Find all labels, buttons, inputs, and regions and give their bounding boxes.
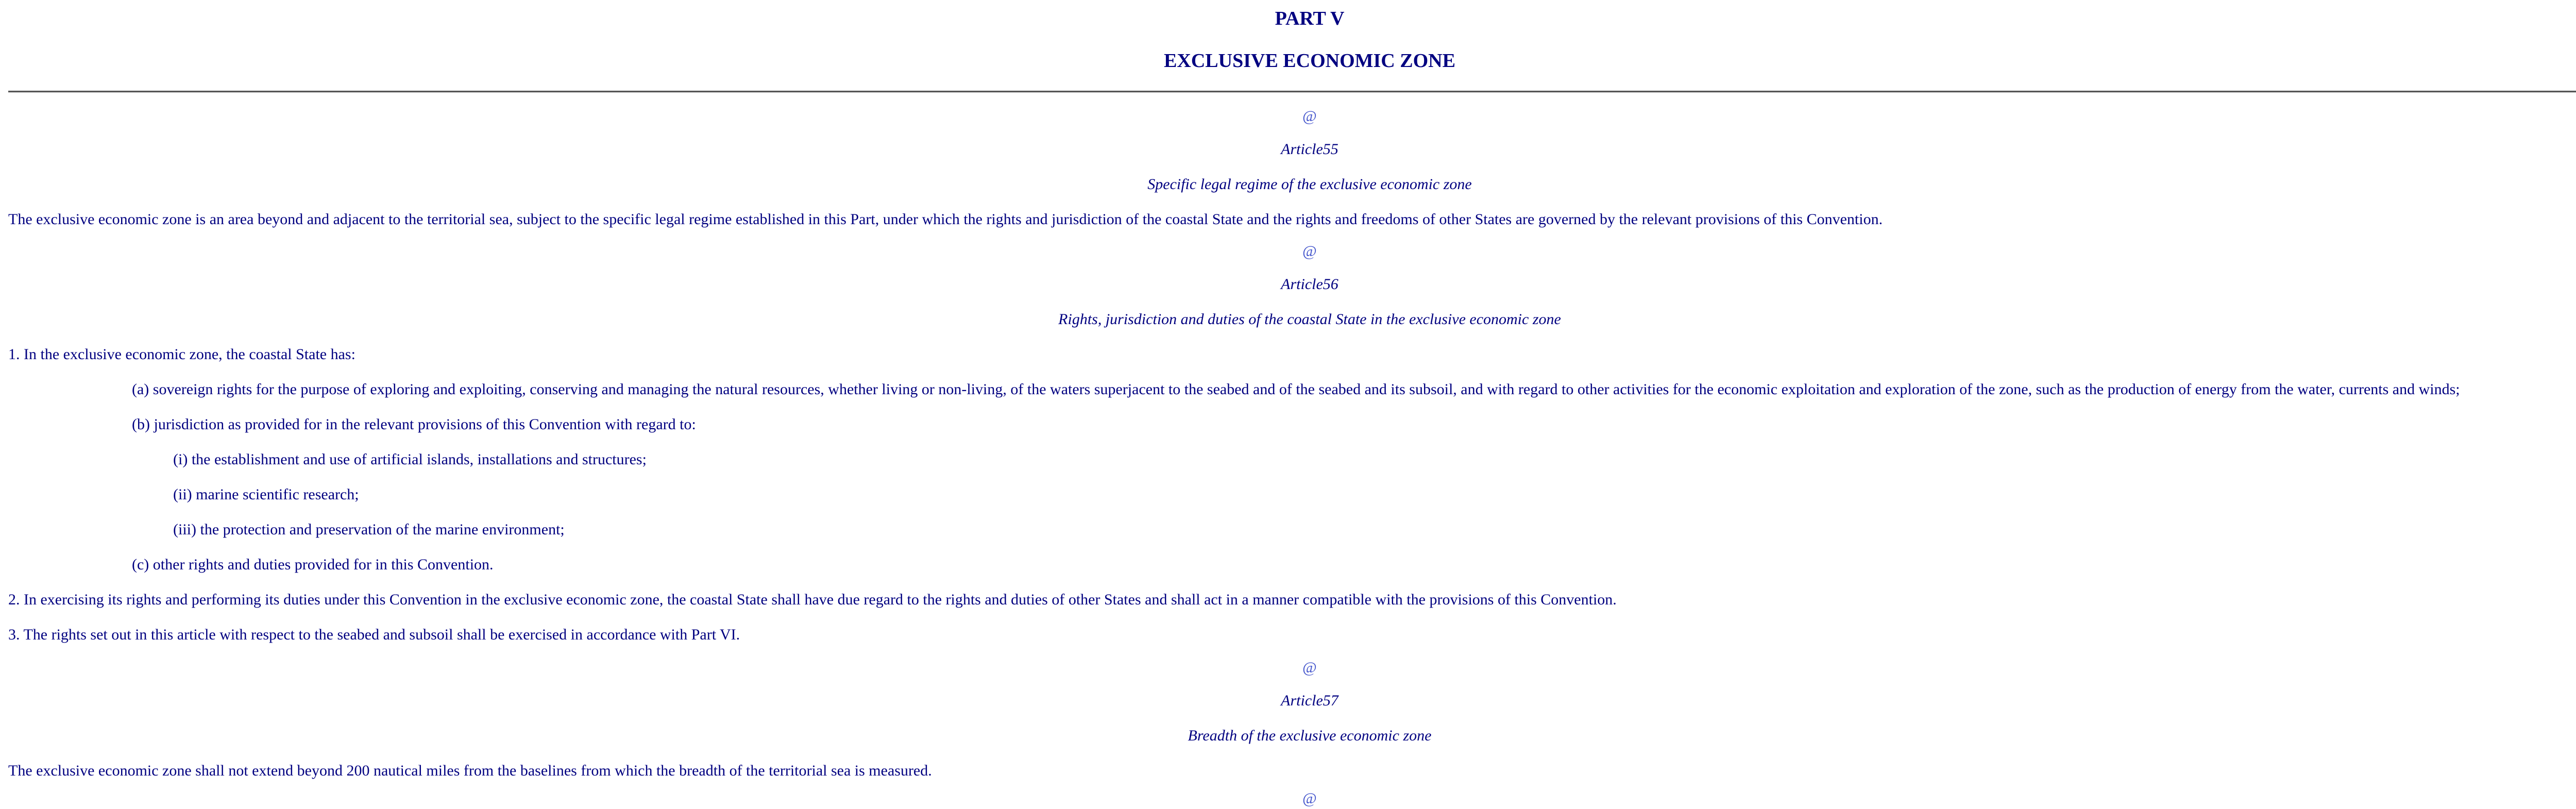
article56-number: Article56 [1281,276,1338,293]
article55-title: Specific legal regime of the exclusive economic zone [1147,176,1472,193]
article56-title: Rights, jurisdiction and duties of the coastal State in the exclusive economic zone [1058,311,1561,328]
article56-paragraph-3: 3. The rights set out in this article with respect to the seabed and subsoil shall be exercised in accordance with Part VI. [8,626,740,643]
article56-item-b-i: (i) the establishment and use of artificial islands, installations and structures; [173,451,647,468]
article56-item-b-ii: (ii) marine scientific research; [173,486,359,503]
part-title: EXCLUSIVE ECONOMIC ZONE [1164,50,1455,72]
article56-item-c: (c) other rights and duties provided for in this Convention. [132,556,494,573]
article56-paragraph-2: 2. In exercising its rights and performing its duties under this Convention in the exclusive economic zone, the coastal State shall have due regard to the rights and duties of other States and shall act in a manner compatible with the provisions of this Convention. [8,591,1617,608]
article57-text: The exclusive economic zone shall not extend beyond 200 nautical miles from the baselines from which the breadth of the territorial sea is measured. [8,762,932,779]
article56-anchor-link[interactable]: @ [1302,243,1317,260]
article55-anchor-link[interactable]: @ [1302,108,1317,125]
article57-anchor-link[interactable]: @ [1302,659,1317,676]
article56-item-b: (b) jurisdiction as provided for in the relevant provisions of this Convention with regard to: [132,416,696,433]
article56-item-b-iii: (iii) the protection and preservation of the marine environment; [173,521,565,538]
horizontal-rule [8,91,2576,93]
article55-number: Article55 [1281,141,1338,158]
part-number: PART V [1275,8,1345,29]
article57-title: Breadth of the exclusive economic zone [1188,727,1432,744]
article57-number: Article57 [1281,692,1338,709]
article56-item-a: (a) sovereign rights for the purpose of exploring and exploiting, conserving and managing the natural resources, whether living or non-living, of the waters superjacent to the seabed and of the seabed and its subsoil, and with regard to other activities for the economic exploitation and exploration of the zone, such as the production of energy from the water, currents and winds; [132,381,2460,398]
article58-anchor-link[interactable]: @ [1302,790,1317,807]
article55-text: The exclusive economic zone is an area beyond and adjacent to the territorial sea, subject to the specific legal regime established in this Part, under which the rights and jurisdiction of the coastal State and the rights and freedoms of other States are governed by the relevant provisions of this Convention. [8,211,1883,228]
article56-paragraph-1: 1. In the exclusive economic zone, the coastal State has: [8,346,355,363]
